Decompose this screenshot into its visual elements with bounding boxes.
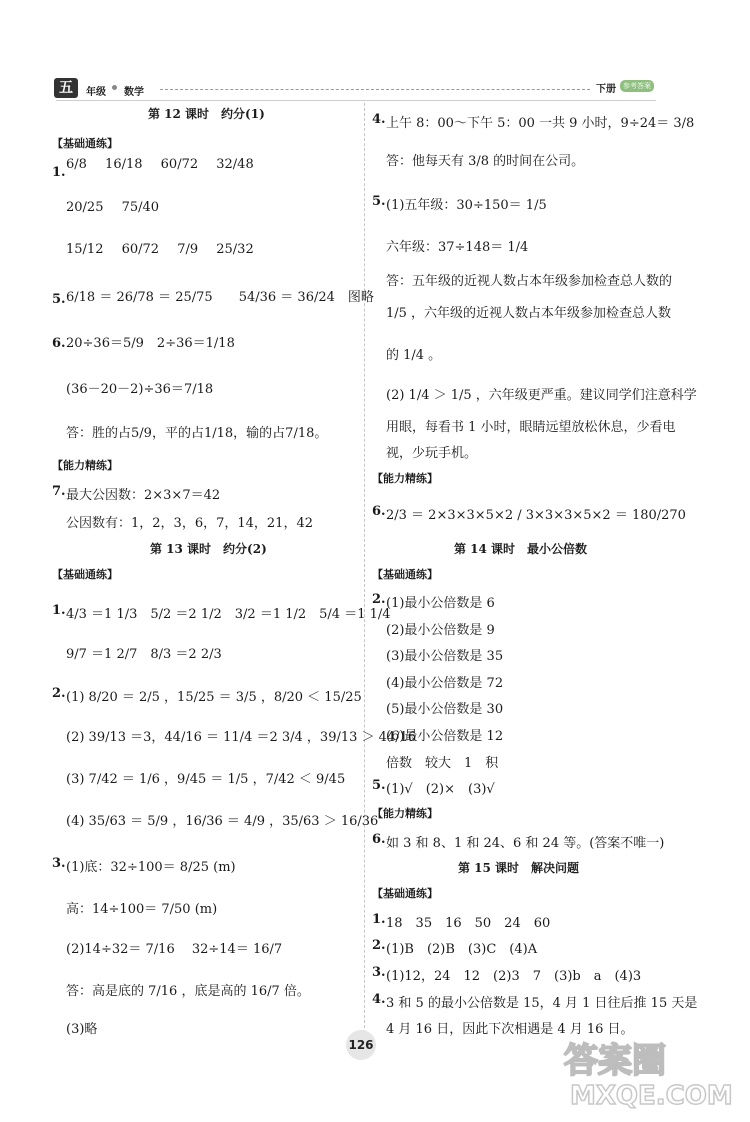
- q5-c: 答：五年级的近视人数占本年级参加检查总人数的: [386, 274, 673, 289]
- q2-2: (2) 39/13 ＝3，44/16 ＝ 11/4 ＝2 3/4 ，39/13 ＞ 44/16: [66, 730, 417, 745]
- t: ，平的占: [151, 426, 204, 441]
- q2r-2: (2)最小公倍数是 9: [386, 623, 495, 638]
- header-dot: [112, 85, 117, 90]
- lesson-13-title: 第 13 课时 约分(2): [150, 542, 267, 556]
- q6-a: 20÷36＝: [66, 336, 123, 351]
- q5-f: 6/18: [66, 290, 96, 305]
- q-number: 6.: [372, 832, 386, 847]
- q6r: 2/3 ＝ 2×3×3×5×2 / 3×3×3×5×2 ＝ 180/270: [386, 508, 686, 523]
- grade-label: 年级: [86, 87, 106, 98]
- header-dash-line: [160, 89, 590, 90]
- q5-f: 54/36: [238, 290, 277, 305]
- q5-g: 用眼，每看书 1 小时，眼睛远望放松休息，少看电: [386, 420, 676, 435]
- f: 1/18: [203, 426, 234, 441]
- q-number: 2.: [372, 938, 386, 953]
- q5r: (1)√ (2)× (3)√: [386, 782, 495, 797]
- section-ability: 【能力精练】: [52, 459, 118, 472]
- header-rule: [56, 100, 656, 101]
- q-number: 4.: [372, 112, 386, 127]
- section-basic: 【基础通练】: [52, 568, 118, 581]
- f: 7/18: [285, 426, 315, 441]
- q-number: 2.: [372, 592, 386, 607]
- q5-f: 36/24: [297, 290, 335, 305]
- f: 5/9: [131, 426, 152, 441]
- q6-c-res: 7/18: [183, 382, 214, 397]
- q6-row2: [66, 378, 213, 397]
- q-number: 1.: [52, 603, 66, 618]
- q13-row1: 4/3 ＝1 1/3 5/2 ＝2 1/2 3/2 ＝1 1/2 5/4 ＝1 1/4: [66, 607, 391, 622]
- t: 。: [314, 426, 328, 441]
- q2r-1: (1)最小公倍数是 6: [386, 596, 495, 611]
- section-ability: 【能力精练】: [372, 807, 438, 820]
- q6-b-res: 1/18: [205, 336, 235, 351]
- volume-label: 下册: [596, 84, 616, 95]
- q5-f: (2) 1/4 ＞ 1/5 ，六年级更严重。建议同学们注意科学: [386, 388, 697, 403]
- q-number: 6.: [372, 504, 386, 519]
- q5-f: 26/78: [116, 290, 154, 305]
- q-number: 1.: [372, 912, 386, 927]
- q1-row3: 15/12 60/72 7/9 25/32: [66, 242, 254, 257]
- q-number: 4.: [372, 992, 386, 1007]
- lesson-14-title: 第 14 课时 最小公倍数: [454, 542, 588, 556]
- section-basic: 【基础通练】: [372, 887, 438, 900]
- q5-h: 视，少玩手机。: [386, 446, 478, 461]
- section-basic: 【基础通练】: [372, 568, 438, 581]
- column-divider: [364, 103, 365, 1043]
- q1-row1: 6/8 16/18 60/72 32/48: [66, 157, 254, 172]
- q5-row: 6/18 ＝ 26/78 ＝ 25/75 54/36 ＝ 36/24 图略: [66, 290, 374, 305]
- q3r15: (1)12，24 12 (2)3 7 (3)b a (4)3: [386, 969, 642, 984]
- q3-4: 答：高是底的 7/16 ，底是高的 16/7 倍。: [66, 984, 310, 999]
- t: ，输的占: [233, 426, 286, 441]
- q2-4: (4) 35/63 ＝ 5/9 ，16/36 ＝ 4/9 ，35/63 ＞ 16/36: [66, 814, 379, 829]
- q-number: 1.: [52, 165, 66, 180]
- q-number: 5.: [372, 194, 386, 209]
- q4r15-a: 3 和 5 的最小公倍数是 15，4 月 1 日往后推 15 天是: [386, 996, 698, 1011]
- q-number: 5.: [372, 778, 386, 793]
- q3-2: 高：14÷100＝ 7/50 (m): [66, 902, 218, 917]
- q7-b: 公因数有：1，2，3，6，7，14，21，42: [66, 516, 313, 531]
- q4r15-b: 4 月 16 日，因此下次相遇是 4 月 16 日。: [386, 1022, 634, 1037]
- lesson-12-title: 第 12 课时 约分(1): [148, 107, 265, 121]
- lesson-15-title: 第 15 课时 解决问题: [458, 861, 580, 875]
- section-ability: 【能力精练】: [372, 472, 438, 485]
- q6-b: 2÷36＝: [156, 336, 206, 351]
- q2r-3: (3)最小公倍数是 35: [386, 649, 504, 664]
- t: 答：胜的占: [66, 426, 132, 441]
- q2-3: (3) 7/42 ＝ 1/6 ，9/45 ＝ 1/5 ，7/42 ＜ 9/45: [66, 772, 346, 787]
- q5-a: (1)五年级：30÷150＝ 1/5: [386, 198, 547, 213]
- q5-d: 1/5 ，六年级的近视人数占本年级参加检查总人数: [386, 306, 672, 321]
- q6-row1: [66, 332, 235, 351]
- q13-row2: 9/7 ＝1 2/7 8/3 ＝2 2/3: [66, 647, 222, 662]
- q-number: 3.: [52, 856, 66, 871]
- q4-a: 上午 8：00～下午 5：00 一共 9 小时，9÷24＝ 3/8: [386, 116, 695, 131]
- watermark-url: MXQE.COM: [570, 1081, 733, 1110]
- q5-e: 的 1/4 。: [386, 348, 442, 363]
- q-number: 5.: [52, 292, 66, 307]
- q3-5: (3)略: [66, 1022, 98, 1037]
- q5-f: 25/75: [175, 290, 213, 305]
- answer-chip: 参考答案: [620, 80, 654, 92]
- q-number: 7.: [52, 484, 66, 499]
- watermark-mark: 答案圈: [564, 1041, 666, 1081]
- q-number: 2.: [52, 686, 66, 701]
- q2r-5: (5)最小公倍数是 30: [386, 702, 504, 717]
- q7-a: 最大公因数：2×3×7＝42: [66, 488, 221, 503]
- q2r-6: (6)最小公倍数是 12: [386, 729, 504, 744]
- q3-1: (1)底：32÷100＝ 8/25 (m): [66, 860, 236, 875]
- q5-b: 六年级：37÷148＝ 1/4: [386, 240, 529, 255]
- q5-note: 图略: [347, 290, 374, 305]
- q6-a-res: 5/9: [122, 336, 144, 351]
- q6r2: 如 3 和 8、1 和 24、6 和 24 等。(答案不唯一): [386, 836, 665, 851]
- q2-1: (1) 8/20 ＝ 2/5 ，15/25 ＝ 3/5 ，8/20 ＜ 15/25: [66, 690, 362, 705]
- q-number: 3.: [372, 965, 386, 980]
- q2r15: (1)B (2)B (3)C (4)A: [386, 942, 538, 957]
- q1-row2: 20/25 75/40: [66, 200, 160, 215]
- q1r15: 18 35 16 50 24 60: [386, 916, 551, 931]
- grade-badge: 五: [54, 78, 78, 98]
- page-number: 126: [346, 1030, 376, 1060]
- q4-b: 答：他每天有 3/8 的时间在公司。: [386, 154, 585, 169]
- q2r-4: (4)最小公倍数是 72: [386, 676, 504, 691]
- q3-3: (2)14÷32＝ 7/16 32÷14＝ 16/7: [66, 942, 283, 957]
- q6-answer: [66, 422, 327, 441]
- subject-label: 数学: [124, 87, 144, 98]
- watermark-logo: [560, 1030, 740, 1110]
- q-number: 6.: [52, 336, 66, 351]
- section-basic: 【基础通练】: [52, 137, 118, 150]
- q6-c: (36－20－2)÷36＝: [66, 382, 184, 397]
- q2r-7: 倍数 较大 1 积: [386, 756, 499, 771]
